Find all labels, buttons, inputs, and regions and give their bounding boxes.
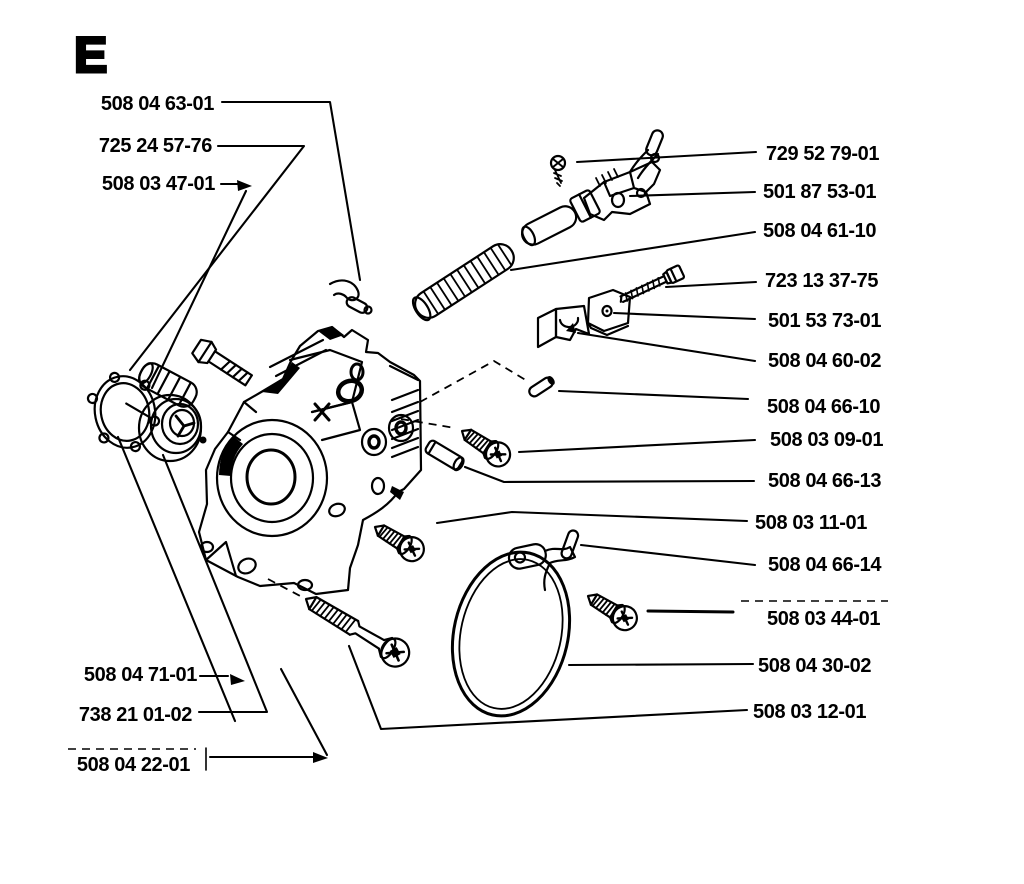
part-number-label: 508 03 12-01: [753, 701, 867, 723]
part-number-label: 729 52 79-01: [766, 143, 880, 165]
pin-66-14-drawing: [560, 529, 579, 560]
part-number-label: 508 04 22-01: [76, 754, 190, 776]
part-number-label: 725 24 57-76: [98, 135, 212, 157]
screw-03-09-drawing: [455, 421, 514, 471]
ribbed-hose-drawing: [409, 239, 518, 323]
oil-pump-assembly-drawing: [518, 129, 664, 249]
long-screw-drawing: [299, 587, 415, 672]
part-number-label: 508 03 11-01: [755, 512, 867, 534]
part-number-label: 508 04 71-01: [83, 664, 197, 686]
part-number-label: 508 04 66-14: [768, 554, 882, 576]
section-letter: E: [74, 27, 108, 83]
part-number-label: 508 04 66-10: [767, 396, 881, 418]
hex-bolt-drawing: [190, 336, 255, 390]
part-number-label: 508 04 66-13: [768, 470, 882, 492]
part-number-label: 508 04 60-02: [768, 350, 882, 372]
part-number-label: 508 04 30-02: [758, 655, 872, 677]
screw-03-11-drawing: [369, 517, 429, 566]
wire-clip-drawing: [330, 280, 372, 314]
part-number-label: 508 03 09-01: [770, 429, 884, 451]
band-clamp-drawing: [437, 540, 585, 727]
part-number-label: 508 03 44-01: [767, 608, 881, 630]
spring-rings-drawing: [139, 395, 207, 461]
part-number-label: 508 04 61-10: [763, 220, 877, 242]
pump-screw-drawing: [551, 156, 565, 186]
part-number-label: 501 53 73-01: [768, 310, 882, 332]
part-number-label: 723 13 37-75: [765, 270, 879, 292]
dowel-66-13-drawing: [424, 439, 465, 472]
crankcase-drawing: [199, 326, 421, 594]
part-number-label: 508 03 47-01: [101, 173, 215, 195]
bracket-clip-drawing: [538, 306, 589, 347]
part-number-label: 501 87 53-01: [763, 181, 877, 203]
pin-66-10-drawing: [527, 375, 556, 399]
part-number-label: 738 21 01-02: [78, 704, 192, 726]
screw-03-44-drawing: [582, 586, 642, 635]
part-number-label: 508 04 63-01: [100, 93, 214, 115]
